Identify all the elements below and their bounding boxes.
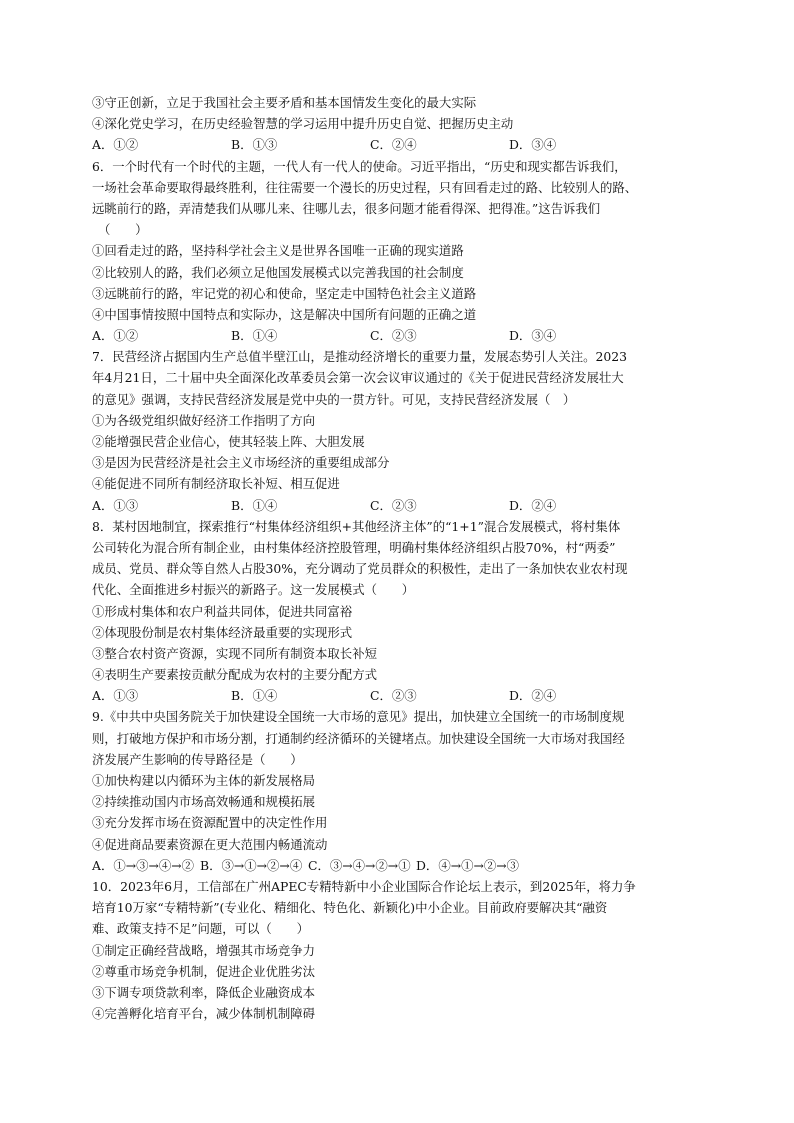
answer-choice-a[interactable]: A．①② [92,328,139,344]
answer-choice-b[interactable]: B．①④ [231,497,278,513]
question-stem: 一场社会革命要取得最终胜利，往往需要一个漫长的历史过程，只有回看走过的路、比较别人的路、 [92,179,638,195]
question-stem: 8．某村因地制宜，探索推行“村集体经济组织+其他经济主体”的“1+1”混合发展模式，将村集体 [92,518,621,534]
question-stem: 7．民营经济占据国内生产总值半壁江山，是推动经济增长的重要力量，发展态势引人关注。2023 [92,349,628,365]
option-line: ④促进商品要素资源在更大范围内畅通流动 [92,836,328,852]
option-line: ②尊重市场竞争机制，促进企业优胜劣汰 [92,963,316,979]
answer-choices [92,685,712,706]
option-line: ④完善孵化培育平台，减少体制机制障碍 [92,1006,316,1022]
answer-choice-c[interactable]: C．②④ [370,137,417,153]
option-line: ①为各级党组织做好经济工作指明了方向 [92,412,316,428]
question-10 [92,876,712,1024]
option-line: ②能增强民营企业信心，使其轻装上阵、大胆发展 [92,434,365,449]
answer-choices [92,495,712,516]
option-line: ②体现股份制是农村集体经济最重要的实现形式 [92,624,353,640]
question-stem: 济发展产生影响的传导路径是（ ） [92,751,303,767]
answer-choice-a[interactable]: A．①→③→④→② [92,857,195,873]
answer-choice-d[interactable]: D．②④ [509,688,557,704]
question-stem: 9.《中共中央国务院关于加快建设全国统一大市场的意见》提出，加快建立全国统一的市场制度规 [92,709,625,725]
question-stem: 6．一个时代有一个时代的主题，一代人有一代人的使命。习近平指出，“历史和现实都告诉我们， [92,158,627,174]
answer-choice-c[interactable]: C．②③ [370,328,417,344]
option-line: ④表明生产要素按贡献分配成为农村的主要分配方式 [92,667,377,683]
answer-choices [92,855,712,876]
option-line: ①加快构建以内循环为主体的新发展格局 [92,773,316,788]
option-line: ③整合农村资产资源，实现不同所有制资本取长补短 [92,645,377,661]
option-line: ③下调专项贷款利率，降低企业融资成本 [92,984,316,1000]
option-line: ③守正创新，立足于我国社会主要矛盾和基本国情发生变化的最大实际 [92,95,477,110]
answer-choice-b[interactable]: B．①③ [231,137,278,153]
exam-page [92,92,712,1024]
question-stem: 的意见》强调，支持民营经济发展是党中央的一贯方针。可见，支持民营经济发展（ ） [92,391,576,407]
answer-choice-d[interactable]: D．②④ [509,497,557,513]
answer-choices [92,325,712,346]
answer-choice-a[interactable]: A．①② [92,137,139,153]
question-stem: 代化、全面推进乡村振兴的新路子。这一发展模式（ ） [92,582,415,598]
question-stem: 难、政策支持不足”问题，可以（ ） [92,921,309,937]
answer-choice-b[interactable]: B．③→①→②→④ [200,857,303,873]
prev-question-tail [92,92,712,156]
answer-choice-c[interactable]: C．②③ [370,688,417,704]
question-stem: 则，打破地方保护和市场分割，打通制约经济循环的关键堵点。加快建设全国统一大市场对我国经 [92,730,625,746]
answer-choice-c[interactable]: C．②③ [370,497,417,513]
question-stem: 10．2023年6月，工信部在广州APEC专精特新中小企业国际合作论坛上表示，到2025年，将力争 [92,878,636,894]
answer-choice-b[interactable]: B．①④ [231,688,278,704]
answer-choice-a[interactable]: A．①③ [92,688,139,704]
option-line: ④能促进不同所有制经济取长补短、相互促进 [92,476,340,492]
answer-blank: （ ） [98,222,148,238]
option-line: ③远眺前行的路，牢记党的初心和使命，坚定走中国特色社会主义道路 [92,285,477,301]
option-line: ④中国事情按照中国特点和实际办，这是解决中国所有问题的正确之道 [92,306,477,322]
option-line: ①回看走过的路，坚持科学社会主义是世界各国唯一正确的现实道路 [92,243,464,259]
option-line: ④深化党史学习，在历史经验智慧的学习运用中提升历史自觉、把握历史主动 [92,116,514,132]
option-line: ③是因为民营经济是社会主义市场经济的重要组成部分 [92,455,390,471]
option-line: ③充分发挥市场在资源配置中的决定性作用 [92,815,328,831]
question-8 [92,516,712,707]
question-stem: 远眺前行的路，弄清楚我们从哪儿来、往哪儿去，很多问题才能看得深、把得准。”这告诉我们 [92,200,601,216]
question-stem: 公司转化为混合所有制企业，由村集体经济控股管理，明确村集体经济组织占股70%，村“两委” [92,539,616,555]
question-stem: 年4月21日，二十届中央全面深化改革委员会第一次会议审议通过的《关于促进民营经济发展壮大 [92,370,624,386]
question-9 [92,706,712,876]
answer-choice-d[interactable]: D．③④ [509,137,557,153]
answer-choices [92,134,712,155]
answer-choice-a[interactable]: A．①③ [92,497,139,513]
question-stem: 培育10万家“专精特新”(专业化、精细化、特色化、新颖化)中小企业。目前政府要解决其“融资 [92,900,608,916]
answer-choice-c[interactable]: C．③→④→②→① [308,857,411,873]
option-line: ①制定正确经营战略，增强其市场竞争力 [92,942,316,958]
question-6 [92,156,712,347]
answer-choice-d[interactable]: D．④→①→②→③ [416,857,520,873]
answer-choice-d[interactable]: D．③④ [509,328,557,344]
question-7 [92,346,712,516]
question-stem: 成员、党员、群众等自然人占股30%，充分调动了党员群众的积极性，走出了一条加快农业农村现 [92,561,628,577]
option-line: ②比较别人的路，我们必须立足他国发展模式以完善我国的社会制度 [92,264,464,280]
option-line: ①形成村集体和农户利益共同体，促进共同富裕 [92,603,353,619]
option-line: ②持续推动国内市场高效畅通和规模拓展 [92,794,316,810]
answer-choice-b[interactable]: B．①④ [231,328,278,344]
